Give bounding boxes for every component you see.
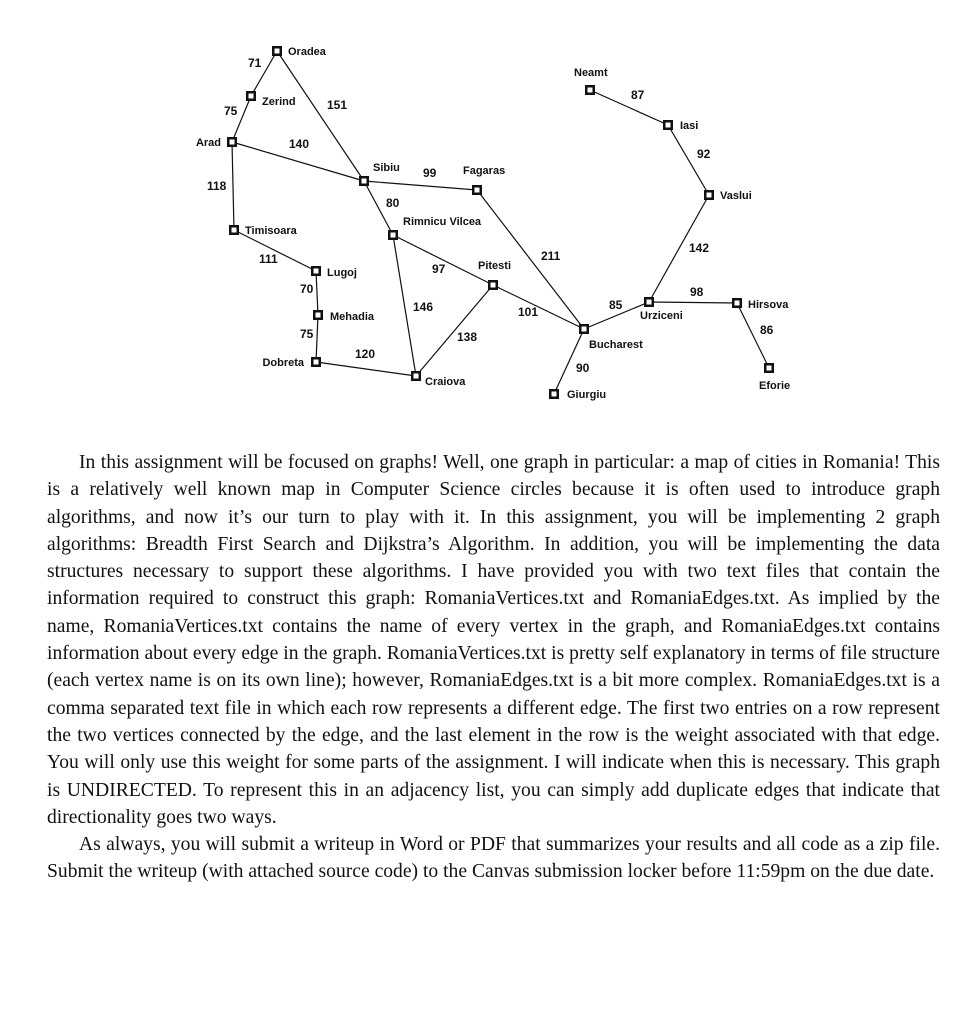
city-node-giurgiu xyxy=(549,389,606,401)
edge-mehadia-dobreta xyxy=(316,315,318,362)
edge-weight-urziceni-vaslui: 142 xyxy=(689,241,710,255)
city-node-iasi xyxy=(663,120,698,132)
city-label-iasi: Iasi xyxy=(680,120,699,132)
city-marker-inner-mehadia xyxy=(316,313,321,318)
edge-weight-arad-timisoara: 118 xyxy=(207,179,227,193)
edge-lugoj-mehadia xyxy=(316,271,318,315)
city-marker-inner-sibiu xyxy=(362,179,367,184)
city-marker-inner-timisoara xyxy=(232,228,237,233)
city-label-giurgiu: Giurgiu xyxy=(567,389,607,401)
edge-urziceni-hirsova xyxy=(649,302,737,303)
edge-weight-urziceni-hirsova: 98 xyxy=(690,285,704,299)
city-marker-inner-fagaras xyxy=(475,188,480,193)
edge-weight-lugoj-mehadia: 70 xyxy=(300,282,314,296)
city-marker-inner-zerind xyxy=(249,94,254,99)
submission-paragraph: As always, you will submit a writeup in Word or PDF that summarizes your results and all code as a zip file. Submit the writeup (with attached source code) to the Canvas submission locker before 11:59pm on the due date. xyxy=(47,834,940,883)
edge-craiova-pitesti xyxy=(416,285,493,376)
city-label-dobreta: Dobreta xyxy=(262,357,304,369)
city-marker-inner-neamt xyxy=(588,88,593,93)
city-label-urziceni: Urziceni xyxy=(640,310,683,322)
edge-weight-bucharest-giurgiu: 90 xyxy=(576,361,590,375)
edge-weight-zerind-arad: 75 xyxy=(224,104,238,118)
edge-weight-dobreta-craiova: 120 xyxy=(355,347,376,361)
city-label-mehadia: Mehadia xyxy=(330,311,375,323)
edge-arad-timisoara xyxy=(232,142,234,230)
city-node-arad xyxy=(196,137,237,149)
city-node-urziceni xyxy=(640,297,683,322)
edge-weight-sibiu-rimnicu: 80 xyxy=(386,196,400,210)
city-node-dobreta xyxy=(262,357,321,369)
edge-weight-rimnicu-pitesti: 97 xyxy=(432,262,446,276)
edge-weight-arad-sibiu: 140 xyxy=(289,137,310,151)
city-label-vaslui: Vaslui xyxy=(720,190,752,202)
city-node-rimnicu xyxy=(388,216,482,240)
edge-weight-oradea-sibiu: 151 xyxy=(327,98,348,112)
edge-weight-sibiu-fagaras: 99 xyxy=(423,166,437,180)
city-label-craiova: Craiova xyxy=(425,376,466,388)
city-label-eforie: Eforie xyxy=(759,380,791,392)
romania-map-graph xyxy=(0,0,974,420)
city-label-neamt: Neamt xyxy=(574,67,608,79)
city-node-zerind xyxy=(246,91,296,108)
edge-sibiu-fagaras xyxy=(364,181,477,190)
city-label-hirsova: Hirsova xyxy=(748,299,789,311)
city-marker-inner-pitesti xyxy=(491,283,496,288)
edge-weight-craiova-pitesti: 138 xyxy=(457,330,478,344)
edge-oradea-sibiu xyxy=(277,51,364,181)
city-label-sibiu: Sibiu xyxy=(373,162,400,174)
city-label-oradea: Oradea xyxy=(288,46,326,58)
city-node-bucharest xyxy=(579,324,643,351)
city-node-lugoj xyxy=(311,266,357,279)
city-marker-inner-iasi xyxy=(666,123,671,128)
intro-paragraph: In this assignment will be focused on graphs! Well, one graph in particular: a map of cities in Romania! This is a relatively well known map in Computer Science circles because it is often used to introduce graph algorithms, and now it’s our turn to play with it. In this assignment, you will be implementing 2 graph algorithms: Breadth First Search and Dijkstra’s Algorithm. In addition, you will be implementing the data structures necessary to support these algorithms. I have provided you with two text files that contain the information required to construct this graph: RomaniaVertices.txt and RomaniaEdges.txt. As implied by the name, RomaniaVertices.txt contains the name of every vertex in the graph, and RomaniaEdges.txt contains information about every edge in the graph. RomaniaVertices.txt is pretty self explanatory in terms of file structure (each vertex name is on its own line); however, RomaniaEdges.txt is a bit more complex. RomaniaEdges.txt is a comma separated text file in which each row represents a different edge. The first two entries on a row represent the two vertices connected by the edge, and the last element in the row is the weight associated with that edge. You will only use this weight for some parts of the assignment. I will indicate when this is necessary. This graph is UNDIRECTED. To represent this in an adjacency list, you can simply add duplicate edges that indicate that directionality goes two ways. xyxy=(47,452,940,828)
edge-weight-hirsova-eforie: 86 xyxy=(760,323,774,337)
city-node-vaslui xyxy=(704,190,752,202)
edge-weight-pitesti-bucharest: 101 xyxy=(518,305,539,319)
city-marker-inner-hirsova xyxy=(735,301,740,306)
city-node-craiova xyxy=(411,371,466,388)
city-marker-inner-vaslui xyxy=(707,193,712,198)
edge-weight-vaslui-iasi: 92 xyxy=(697,147,711,161)
edge-weight-fagaras-bucharest: 211 xyxy=(541,249,561,263)
city-marker-inner-eforie xyxy=(767,366,772,371)
edge-weight-iasi-neamt: 87 xyxy=(631,88,645,102)
city-label-pitesti: Pitesti xyxy=(478,260,512,272)
city-marker-inner-bucharest xyxy=(582,327,587,332)
edge-weight-timisoara-lugoj: 111 xyxy=(259,252,278,266)
nodes-layer xyxy=(196,46,790,401)
city-marker-inner-rimnicu xyxy=(391,233,396,238)
city-node-mehadia xyxy=(313,310,375,323)
city-label-zerind: Zerind xyxy=(262,96,296,108)
city-label-timisoara: Timisoara xyxy=(245,225,297,237)
city-marker-inner-urziceni xyxy=(647,300,652,305)
city-marker-inner-dobreta xyxy=(314,360,319,365)
assignment-text xyxy=(47,449,940,886)
city-marker-inner-lugoj xyxy=(314,269,319,274)
edge-weight-oradea-zerind: 71 xyxy=(248,56,262,70)
city-marker-inner-oradea xyxy=(275,49,280,54)
edge-zerind-arad xyxy=(232,96,251,142)
city-node-timisoara xyxy=(229,225,298,237)
city-marker-inner-craiova xyxy=(414,374,419,379)
city-node-fagaras xyxy=(463,165,505,195)
city-node-neamt xyxy=(574,67,608,95)
edge-weight-bucharest-urziceni: 85 xyxy=(609,298,623,312)
edge-iasi-neamt xyxy=(590,90,668,125)
city-label-lugoj: Lugoj xyxy=(327,267,357,279)
romania-map-figure xyxy=(0,0,974,420)
edge-weight-rimnicu-craiova: 146 xyxy=(413,300,434,314)
city-marker-inner-giurgiu xyxy=(552,392,557,397)
city-label-bucharest: Bucharest xyxy=(589,339,643,351)
city-node-eforie xyxy=(759,363,790,392)
edge-pitesti-bucharest xyxy=(493,285,584,329)
city-label-arad: Arad xyxy=(195,137,221,149)
city-label-rimnicu: Rimnicu Vilcea xyxy=(403,216,482,228)
edge-dobreta-craiova xyxy=(316,362,416,376)
city-node-pitesti xyxy=(478,260,511,290)
city-label-fagaras: Fagaras xyxy=(463,165,506,177)
city-marker-inner-arad xyxy=(230,140,235,145)
edges-layer xyxy=(232,51,769,394)
edge-weight-mehadia-dobreta: 75 xyxy=(300,327,314,341)
